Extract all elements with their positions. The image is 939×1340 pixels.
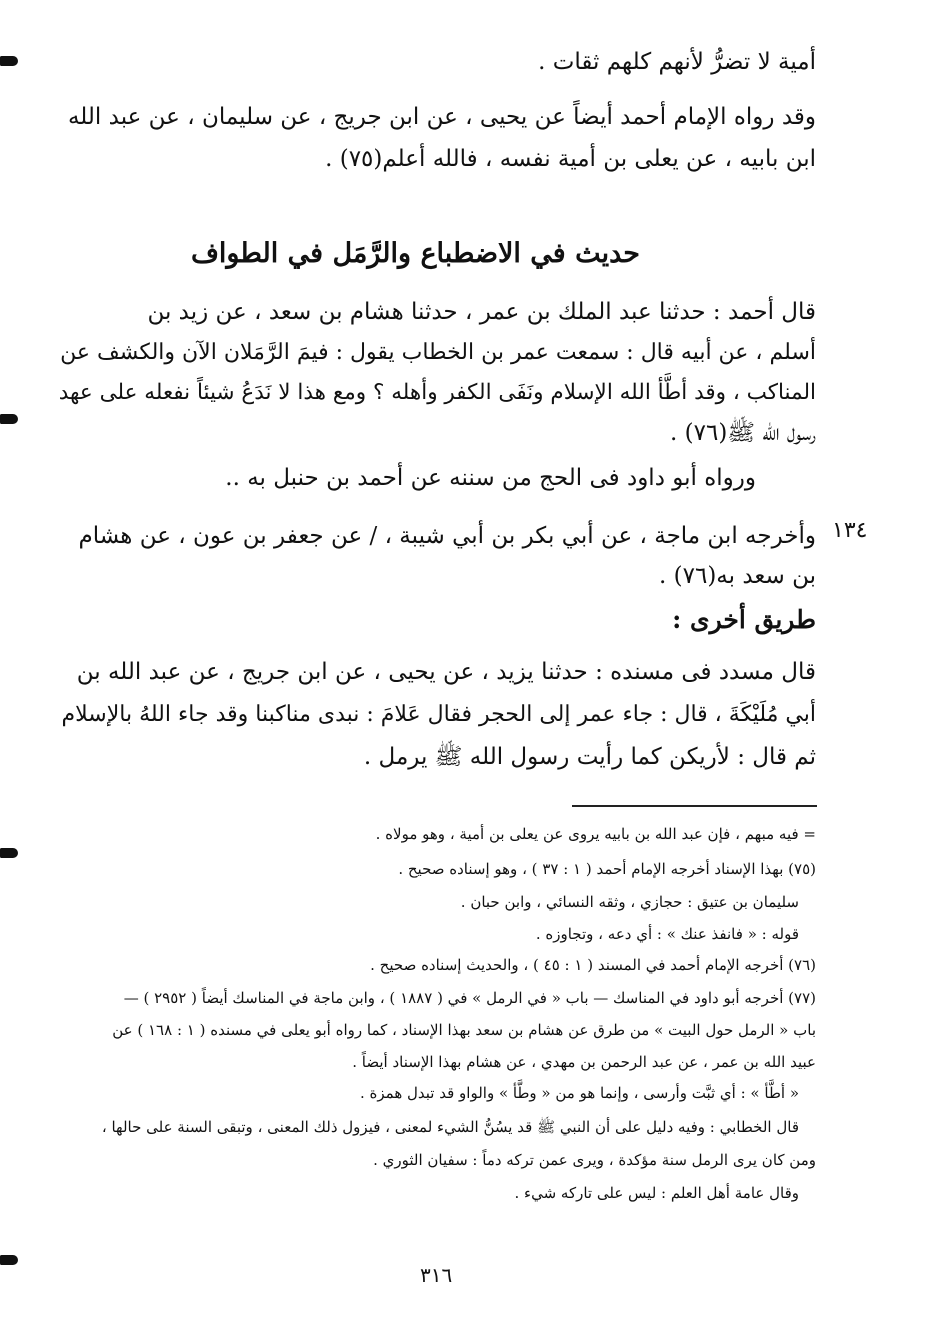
paragraph-line: بن سعد به(٧٦) .: [658, 563, 816, 589]
footnote-line: عبيد الله بن عمر ، عن عبد الرحمن بن مهدي ، عن هشام بهذا الإسناد أيضاً .: [352, 1053, 816, 1071]
paragraph-line: رسول الله ﷺ(٧٦) .: [670, 420, 816, 446]
page-number: ٣١٦: [420, 1263, 453, 1287]
sub-heading: طريق أخرى :: [672, 605, 816, 634]
scan-edge-mark: [0, 1255, 18, 1265]
paragraph-line: وقد رواه الإمام أحمد أيضاً عن يحيى ، عن ابن جريج ، عن سليمان ، عن عبد الله: [67, 104, 816, 130]
footnote-line: ومن كان يرى الرمل سنة مؤكدة ، ويرى عمن تركه دماً : سفيان الثوري .: [373, 1151, 816, 1169]
scan-edge-mark: [0, 56, 18, 66]
paragraph-line: قال أحمد : حدثنا عبد الملك بن عمر ، حدثنا هشام بن سعد ، عن زيد بن: [147, 299, 816, 325]
footnote-line: (٧٧) أخرجه أبو داود في المناسك — باب « في الرمل » في ( ١٨٨٧ ) ، وابن ماجة في المناسك أيضاً ( ٢٩٥٢ ) —: [123, 989, 816, 1007]
footnote-line: = فيه مبهم ، فإن عبد الله بن بابيه يروى عن يعلى بن أمية ، وهو مولاه .: [375, 825, 816, 843]
paragraph-line: أبي مُلَيْكَةَ ، قال : جاء عمر إلى الحجر فقال عَلامَ : نبدى مناكبنا وقد جاء اللهُ بالإسلام: [61, 702, 816, 727]
paragraph-line: ورواه أبو داود فى الحج من سننه عن أحمد بن حنبل به ..: [225, 465, 756, 491]
footnote-line: سليمان بن عتيق : حجازي ، وثقه النسائي ، وابن حبان .: [460, 893, 799, 911]
footnote-line: (٧٦) أخرجه الإمام أحمد في المسند ( ١ : ٤٥ ) ، والحديث إسناده صحيح .: [370, 956, 816, 974]
paragraph-line: قال مسدد فى مسنده : حدثنا يزيد ، عن يحيى ، عن ابن جريج ، عن عبد الله بن: [76, 659, 816, 685]
footnote-line: قال الخطابي : وفيه دليل على أن النبي ﷺ قد يسُنُّ الشيء لمعنى ، فيزول ذلك المعنى ، وتبقى السنة على حالها ،: [101, 1118, 799, 1136]
footnote-line: (٧٥) بهذا الإسناد أخرجه الإمام أحمد ( ١ : ٣٧ ) ، وهو إسناده صحيح .: [398, 860, 816, 878]
margin-reference-number: ١٣٤: [832, 518, 868, 543]
paragraph-line: ثم قال : لأريكن كما رأيت رسول الله ﷺ يرمل .: [363, 744, 816, 770]
paragraph-line: ابن بابيه ، عن يعلى بن أمية نفسه ، فالله أعلم(٧٥) .: [325, 146, 816, 172]
paragraph-continuation: أمية لا تضرُّ لأنهم كلهم ثقات .: [538, 49, 816, 75]
paragraph-line: وأخرجه ابن ماجة ، عن أبي بكر بن أبي شيبة ، / عن جعفر بن عون ، عن هشام: [78, 523, 816, 549]
footnote-line: باب « الرمل حول البيت » من طرق عن هشام بن سعد بهذا الإسناد ، كما رواه أبو يعلى في مسنده ( ١ : ١٦٨ ) عن: [112, 1021, 816, 1039]
footnote-line: « أطَّأ » : أي ثبَّت وأرسى ، وإنما هو من « وطَّأ » والواو قد تبدل همزة .: [359, 1084, 799, 1102]
footnote-line: قوله : « فانفذ عنك » : أي دعه ، وتجاوزه .: [535, 925, 799, 943]
scan-edge-mark: [0, 414, 18, 424]
paragraph-line: أسلم ، عن أبيه قال : سمعت عمر بن الخطاب يقول : فيمَ الرَّمَلان الآن والكشف عن: [60, 340, 816, 365]
paragraph-line: المناكب ، وقد أطَّأ الله الإسلام ونَفَى الكفر وأهله ؟ ومع هذا لا نَدَعُ شيئاً نفعله على عهد: [58, 380, 816, 405]
footnote-rule: [572, 805, 817, 807]
scan-edge-mark: [0, 848, 18, 858]
section-heading: حديث في الاضطباع والرَّمَل في الطواف: [190, 238, 640, 269]
footnote-line: وقال عامة أهل العلم : ليس على تاركه شيء .: [514, 1184, 799, 1202]
